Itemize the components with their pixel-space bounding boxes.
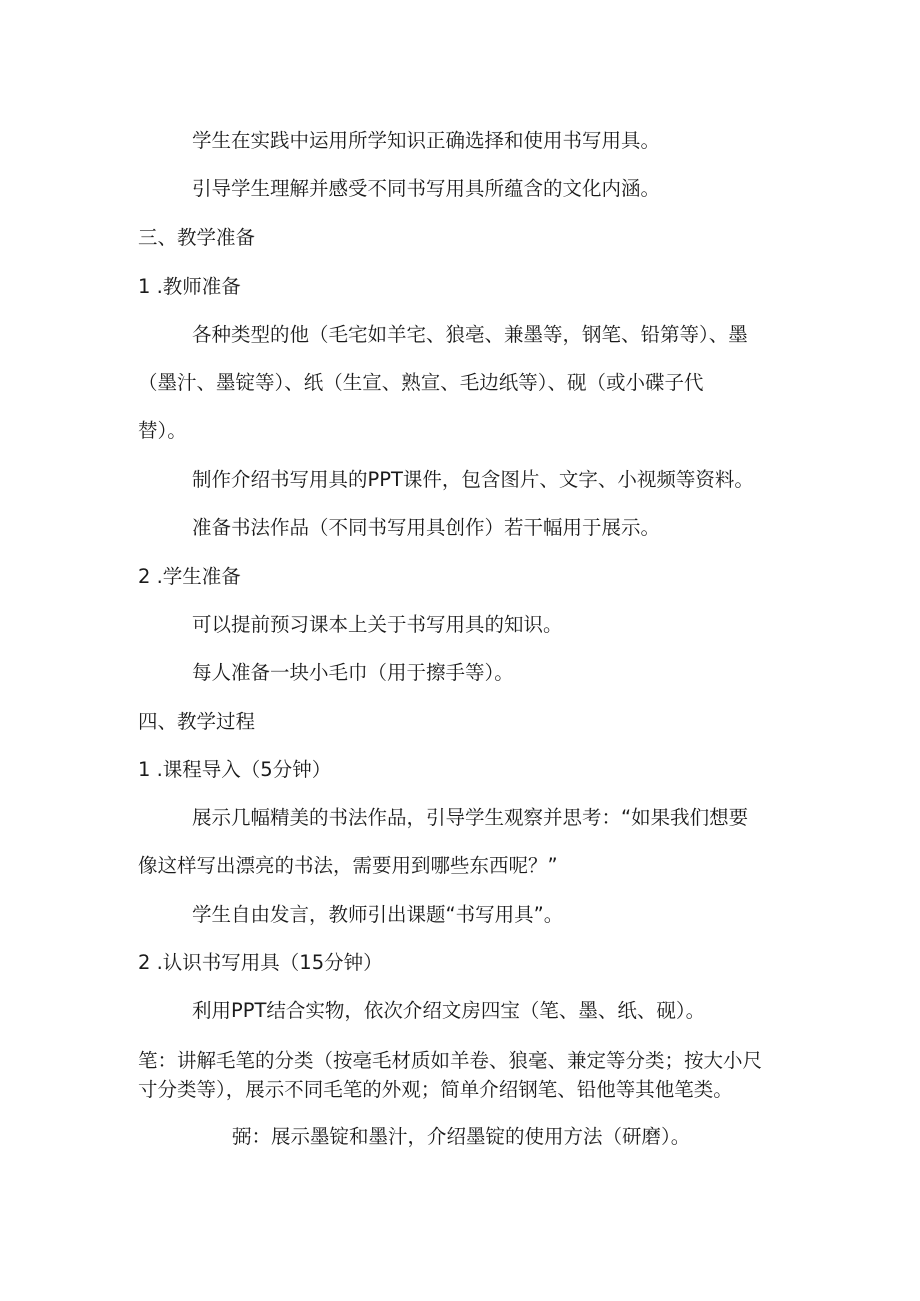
paragraph-brush-line1: 笔：讲解毛笔的分类（按亳毛材质如羊卷、狼毫、兼定等分类；按大小尺 xyxy=(138,1049,763,1072)
subheading-teacher-preparation: 1 .教师准备 xyxy=(138,275,241,298)
paragraph-tools-list-line2: （墨汁、墨锭等）、纸（生宣、熟宣、毛边纸等）、砚（或小碟子代 xyxy=(138,371,704,394)
paragraph-ppt-courseware: 制作介绍书写用具的PPT课件，包含图片、文字、小视频等资料。 xyxy=(192,468,754,491)
paragraph-tools-list-line1: 各种类型的他（毛宅如羊宅、狼亳、兼墨等，钢笔、铅第等）、墨 xyxy=(192,323,748,346)
paragraph-ink: 弼：展示墨锭和墨汁，介绍墨锭的使用方法（研磨）。 xyxy=(232,1125,691,1148)
paragraph-show-works-line2: 像这样写出漂亮的书法，需要用到哪些东西呢？” xyxy=(138,854,558,877)
paragraph-preview-textbook: 可以提前预习课本上关于书写用具的知识。 xyxy=(192,613,563,636)
subheading-student-preparation: 2 .学生准备 xyxy=(138,565,241,588)
paragraph-towel: 每人准备一块小毛巾（用于擦手等）。 xyxy=(192,661,514,684)
subheading-course-intro: 1 .课程导入（5分钟） xyxy=(138,758,332,781)
paragraph-goal-practice: 学生在实践中运用所学知识正确选择和使用书写用具。 xyxy=(192,129,661,152)
section-heading-process: 四、教学过程 xyxy=(138,710,256,733)
paragraph-show-works-line1: 展示几幅精美的书法作品，引导学生观察并思考：“如果我们想要 xyxy=(192,806,749,829)
section-heading-preparation: 三、教学准备 xyxy=(138,226,256,249)
paragraph-goal-culture: 引导学生理解并感受不同书写用具所蕴含的文化内涵。 xyxy=(192,177,661,200)
paragraph-free-speech: 学生自由发言，教师引出课题“书写用具”。 xyxy=(192,903,564,926)
paragraph-calligraphy-works: 准备书法作品（不同书写用具创作）若干幅用于展示。 xyxy=(192,516,661,539)
paragraph-brush-line2: 寸分类等），展示不同毛笔的外观；简单介绍钢笔、铅他等其他笔类。 xyxy=(138,1078,733,1101)
paragraph-four-treasures: 利用PPT结合实物，依次介绍文房四宝（笔、墨、纸、砚）。 xyxy=(192,999,706,1022)
paragraph-tools-list-line3: 替）。 xyxy=(138,419,187,442)
subheading-know-tools: 2 .认识书写用具（15分钟） xyxy=(138,951,383,974)
